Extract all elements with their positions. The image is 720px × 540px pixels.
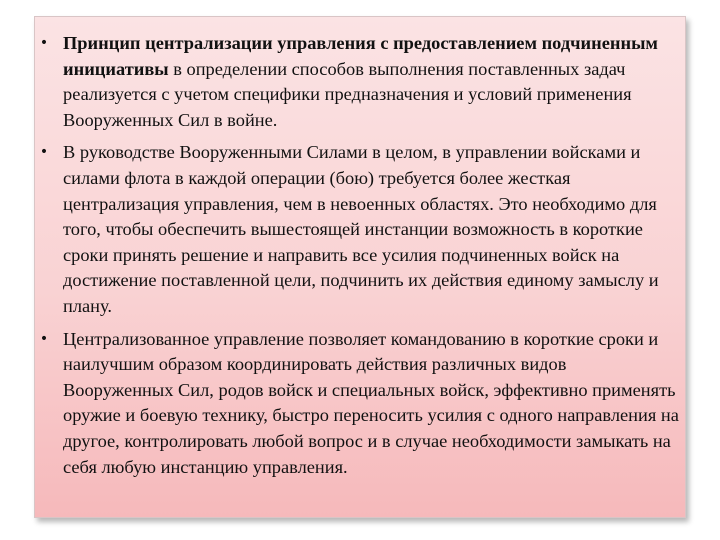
bullet-icon: • xyxy=(39,35,49,51)
bullet-text: В руководстве Вооруженными Силами в целом, в управлении войсками и силами флота в каждой операции (бою) требуется более жесткая централизация управления, чем в невоенных областях. Это необходимо для того, чтобы обеспечить вышестоящей инстанции возможность в короткие сроки принять решение и направить все усилия подчиненных войск на достижение поставленной цели, подчинить их действия единому замыслу и плану. xyxy=(63,142,659,316)
content-panel xyxy=(34,16,686,518)
bullet-item-3 xyxy=(35,327,687,481)
bullet-item-1 xyxy=(35,31,687,133)
bullet-item-2 xyxy=(35,140,687,319)
bullet-icon: • xyxy=(39,330,49,347)
bullet-icon: • xyxy=(39,144,49,161)
bullet-text: в определении способов выполнения поставленных задач реализуется с учетом специфики предназначения и условий применения Вооруженных Сил в войне. xyxy=(63,58,632,130)
bullet-text: Централизованное управление позволяет командованию в короткие сроки и наилучшим образом координировать действия различных видов Вооруженных Сил, родов войск и специальных войск, эффективно применять оружие и боевую технику, быстро переносить усилия с одного направления на другое, контролировать любой вопрос и в случае необходимости замыкать на себя любую инстанцию управления. xyxy=(63,328,679,477)
bullet-bold-text: Принцип централизации управления с предоставлением подчиненным инициативы xyxy=(63,33,658,79)
bullet-list xyxy=(35,31,687,487)
